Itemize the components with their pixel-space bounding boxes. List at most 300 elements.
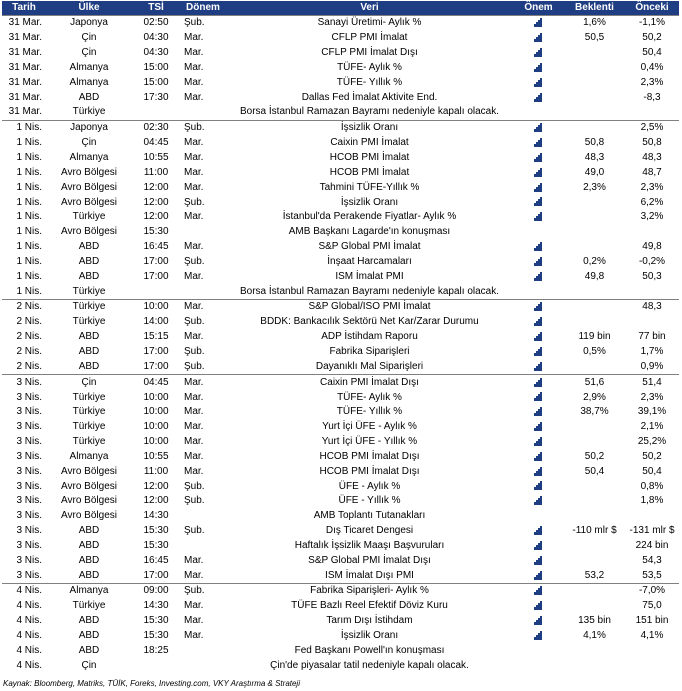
period-cell: Mar. [184, 436, 204, 448]
country-cell: ABD [78, 241, 100, 253]
country-cell: Avro Bölgesi [61, 181, 117, 193]
previous-cell: 48,3 [642, 152, 662, 164]
time-cell: 11:00 [143, 465, 169, 477]
signal-bars-icon [534, 317, 543, 326]
table-row [2, 568, 679, 583]
country-cell: Türkiye [72, 421, 106, 433]
indicator-cell: Fabrika Siparişleri [329, 345, 410, 357]
time-cell: 15:30 [143, 525, 169, 537]
time-cell: 04:45 [132, 375, 180, 390]
period-cell [180, 539, 226, 554]
previous-cell: 2,3% [640, 181, 664, 193]
time-cell: 15:30 [143, 630, 169, 642]
economic-calendar-table [2, 1, 679, 673]
period-cell: Şub. [184, 360, 205, 372]
expected-cell [564, 210, 625, 225]
date-cell: 3 Nis. [16, 450, 42, 462]
expected-cell: 50,5 [584, 32, 605, 44]
importance-cell [513, 120, 564, 135]
country-cell: ABD [78, 554, 100, 566]
indicator-cell: S&P Global PMI İmalat Dışı [308, 554, 431, 566]
date-cell: 3 Nis. [2, 375, 46, 390]
time-cell: 14:00 [143, 316, 169, 328]
importance-cell [513, 269, 564, 284]
time-cell: 02:30 [132, 120, 180, 135]
signal-bars-icon [534, 332, 543, 341]
importance-cell [513, 151, 564, 166]
time-cell: 12:00 [143, 495, 169, 507]
indicator-cell: TÜFE- Aylık % [337, 61, 402, 73]
table-row [2, 31, 679, 46]
signal-bars-icon [534, 496, 543, 505]
country-cell: ABD [78, 270, 100, 282]
time-cell: 15:30 [143, 226, 169, 238]
date-cell: 3 Nis. [16, 554, 42, 566]
signal-bars-icon [534, 33, 543, 42]
indicator-cell: TÜFE- Aylık % [337, 391, 402, 403]
previous-cell [625, 284, 679, 299]
country-cell: Almanya [69, 61, 109, 73]
previous-cell: 39,1% [637, 406, 667, 418]
table-row [2, 75, 679, 90]
time-cell [132, 105, 180, 120]
previous-cell: 0,9% [640, 360, 664, 372]
indicator-cell: Fabrika Siparişleri- Aylık % [226, 584, 513, 599]
date-cell: 1 Nis. [16, 196, 42, 208]
indicator-cell: İşsizlik Oranı [226, 120, 513, 135]
previous-cell: 54,3 [642, 554, 662, 566]
table-row [2, 629, 679, 644]
indicator-cell: BDDK: Bankacılık Sektörü Net Kar/Zarar Durumu [260, 316, 479, 328]
indicator-cell: TÜFE- Yıllık % [336, 406, 403, 418]
expected-cell: 38,7% [580, 406, 609, 418]
expected-cell: 50,8 [584, 137, 605, 149]
date-cell: 1 Nis. [16, 166, 42, 178]
table-row [2, 269, 679, 284]
expected-cell [564, 479, 625, 494]
period-cell: Şub. [184, 480, 205, 492]
importance-cell [513, 375, 564, 390]
previous-cell: 151 bin [635, 615, 669, 627]
indicator-cell: Dallas Fed İmalat Aktivite End. [301, 91, 438, 103]
date-cell: 2 Nis. [16, 316, 42, 328]
period-cell: Şub. [180, 584, 226, 599]
table-row [2, 225, 679, 240]
header-row [2, 1, 679, 16]
time-cell: 15:00 [143, 61, 169, 73]
expected-cell [564, 300, 625, 315]
previous-cell: 49,8 [642, 241, 662, 253]
country-cell: ABD [78, 360, 100, 372]
indicator-cell: Borsa İstanbul Ramazan Bayramı nedeniyle kapalı olacak. [239, 285, 500, 297]
country-cell: Avro Bölgesi [61, 196, 117, 208]
signal-bars-icon [534, 257, 543, 266]
previous-cell: 50,2 [642, 450, 662, 462]
importance-cell [513, 61, 564, 76]
country-cell: Türkiye [72, 436, 106, 448]
country-cell: ABD [78, 345, 100, 357]
expected-cell [564, 435, 625, 450]
expected-cell: 49,0 [584, 166, 605, 178]
date-cell: 1 Nis. [16, 181, 42, 193]
time-cell: 12:00 [143, 196, 169, 208]
time-cell: 10:00 [132, 300, 180, 315]
date-cell: 1 Nis. [16, 137, 42, 149]
period-cell: Mar. [184, 600, 204, 612]
country-cell: Çin [81, 137, 97, 149]
source-note: Kaynak: Bloomberg, Matriks, TÜİK, Foreks, Investing.com, VKY Araştırma & Strateji [3, 679, 300, 688]
time-cell: 15:15 [143, 331, 169, 343]
table-row [2, 658, 679, 673]
signal-bars-icon [534, 302, 543, 311]
header-importance: Önem [513, 1, 564, 16]
table-row [2, 46, 679, 61]
importance-cell [513, 359, 564, 374]
period-cell: Mar. [184, 391, 204, 403]
date-cell: 3 Nis. [16, 406, 42, 418]
table-row [2, 180, 679, 195]
header-previous: Önceki [625, 1, 679, 16]
previous-cell: 2,3% [640, 76, 664, 88]
indicator-cell: ISM İmalat PMI [335, 270, 404, 282]
importance-cell [513, 31, 564, 46]
period-cell: Mar. [184, 569, 204, 581]
previous-cell: 0,4% [640, 61, 664, 73]
period-cell: Şub. [184, 345, 205, 357]
period-cell: Şub. [180, 16, 226, 31]
indicator-cell: S&P Global/ISO PMI İmalat [226, 300, 513, 315]
time-cell: 17:00 [143, 569, 169, 581]
signal-bars-icon [534, 362, 543, 371]
period-cell: Mar. [184, 181, 204, 193]
signal-bars-icon [534, 467, 543, 476]
previous-cell [625, 643, 679, 658]
time-cell [132, 658, 180, 673]
expected-cell [564, 105, 625, 120]
expected-cell [564, 284, 625, 299]
period-cell: Mar. [184, 630, 204, 642]
signal-bars-icon [534, 197, 543, 206]
indicator-cell: HCOB PMI İmalat [329, 166, 410, 178]
date-cell: 31 Mar. [8, 47, 42, 59]
signal-bars-icon [534, 93, 543, 102]
date-cell: 1 Nis. [2, 120, 46, 135]
expected-cell [564, 359, 625, 374]
signal-bars-icon [534, 168, 543, 177]
table-row [2, 375, 679, 390]
table-row [2, 435, 679, 450]
date-cell: 1 Nis. [16, 270, 42, 282]
table-row [2, 584, 679, 599]
date-cell: 4 Nis. [16, 644, 42, 656]
country-cell: Japonya [46, 16, 132, 31]
signal-bars-icon [534, 526, 543, 535]
period-cell: Mar. [184, 554, 204, 566]
date-cell: 3 Nis. [16, 525, 42, 537]
indicator-cell: Caixin PMI İmalat [330, 137, 409, 149]
period-cell: Şub. [184, 196, 205, 208]
indicator-cell: S&P Global PMI İmalat [318, 241, 421, 253]
previous-cell: 224 bin [635, 539, 669, 551]
previous-cell: 2,1% [640, 421, 664, 433]
country-cell: Türkiye [72, 106, 106, 118]
time-cell: 09:00 [132, 584, 180, 599]
period-cell: Mar. [180, 375, 226, 390]
signal-bars-icon [534, 78, 543, 87]
date-cell: 4 Nis. [16, 600, 42, 612]
table-row [2, 643, 679, 658]
previous-cell: 1,8% [640, 495, 664, 507]
previous-cell: 50,4 [642, 47, 662, 59]
expected-cell: 0,5% [583, 345, 606, 357]
date-cell: 3 Nis. [16, 569, 42, 581]
time-cell: 16:45 [143, 554, 169, 566]
signal-bars-icon [534, 63, 543, 72]
expected-cell [564, 195, 625, 210]
previous-cell [625, 315, 679, 330]
indicator-cell: ADP İstihdam Raporu [321, 331, 418, 343]
table-row [2, 599, 679, 614]
table-row [2, 284, 679, 299]
period-cell [180, 643, 226, 658]
country-cell: Çin [81, 32, 97, 44]
country-cell: Çin [81, 659, 97, 671]
period-cell: Mar. [184, 91, 204, 103]
table-row [2, 449, 679, 464]
signal-bars-icon [534, 123, 543, 132]
country-cell: Çin [81, 47, 97, 59]
expected-cell: 4,1% [583, 630, 606, 642]
country-cell: Avro Bölgesi [61, 510, 117, 522]
importance-cell [513, 494, 564, 509]
previous-cell: 2,5% [625, 120, 679, 135]
importance-cell [513, 105, 564, 120]
importance-cell [513, 300, 564, 315]
table-body [2, 16, 679, 674]
table-row [2, 614, 679, 629]
indicator-cell: Çin'de piyasalar tatil nedeniyle kapalı olacak. [270, 659, 469, 671]
importance-cell [513, 524, 564, 539]
date-cell: 31 Mar. [8, 91, 42, 103]
table-row [2, 300, 679, 315]
date-cell: 2 Nis. [16, 345, 42, 357]
previous-cell [625, 225, 679, 240]
period-cell [180, 509, 226, 524]
indicator-cell: TÜFE Bazlı Reel Efektif Döviz Kuru [291, 600, 448, 612]
indicator-cell: Fed Başkanı Powell'ın konuşması [294, 644, 445, 656]
date-cell: 3 Nis. [16, 539, 42, 551]
signal-bars-icon [534, 556, 543, 565]
expected-cell [564, 315, 625, 330]
country-cell: Türkiye [72, 391, 106, 403]
previous-cell [625, 509, 679, 524]
expected-cell [564, 584, 625, 599]
signal-bars-icon [534, 18, 543, 27]
expected-cell [564, 643, 625, 658]
period-cell: Şub. [184, 255, 205, 267]
importance-cell [513, 643, 564, 658]
previous-cell: 50,3 [642, 270, 662, 282]
table-row [2, 479, 679, 494]
indicator-cell: İstanbul'da Perakende Fiyatlar- Aylık % [282, 211, 457, 223]
previous-cell: 3,2% [640, 211, 664, 223]
date-cell: 1 Nis. [16, 211, 42, 223]
time-cell: 18:25 [143, 644, 169, 656]
country-cell: ABD [78, 91, 100, 103]
previous-cell [625, 658, 679, 673]
signal-bars-icon [534, 183, 543, 192]
indicator-cell: ISM İmalat Dışı PMI [325, 569, 414, 581]
previous-cell: 50,8 [642, 137, 662, 149]
importance-cell [513, 509, 564, 524]
time-cell: 17:00 [143, 345, 169, 357]
table-row [2, 420, 679, 435]
indicator-cell: CFLP PMI İmalat [331, 32, 408, 44]
expected-cell: 2,3% [583, 181, 606, 193]
signal-bars-icon [534, 242, 543, 251]
period-cell: Mar. [184, 450, 204, 462]
signal-bars-icon [534, 541, 543, 550]
signal-bars-icon [534, 272, 543, 281]
indicator-cell: Dış Ticaret Dengesi [325, 525, 414, 537]
previous-cell: -131 mlr $ [629, 525, 675, 537]
indicator-cell: Yurt İçi ÜFE - Yıllık % [321, 436, 418, 448]
date-cell: 4 Nis. [16, 615, 42, 627]
table-row [2, 165, 679, 180]
importance-cell [513, 584, 564, 599]
table-row [2, 16, 679, 31]
importance-cell [513, 165, 564, 180]
time-cell: 11:00 [143, 166, 169, 178]
date-cell: 2 Nis. [16, 331, 42, 343]
country-cell: Avro Bölgesi [61, 495, 117, 507]
signal-bars-icon [534, 586, 543, 595]
previous-cell [625, 105, 679, 120]
table-row [2, 151, 679, 166]
time-cell: 17:00 [143, 360, 169, 372]
indicator-cell: Haftalık İşsizlik Maaşı Başvuruları [294, 539, 445, 551]
expected-cell [564, 599, 625, 614]
date-cell: 3 Nis. [16, 421, 42, 433]
table-row [2, 240, 679, 255]
date-cell: 3 Nis. [16, 391, 42, 403]
time-cell: 14:30 [143, 600, 169, 612]
indicator-cell: İnşaat Harcamaları [327, 255, 412, 267]
expected-cell [564, 494, 625, 509]
signal-bars-icon [534, 422, 543, 431]
period-cell [180, 284, 226, 299]
date-cell: 3 Nis. [16, 495, 42, 507]
period-cell: Mar. [184, 152, 204, 164]
country-cell: Türkiye [72, 211, 106, 223]
importance-cell [513, 449, 564, 464]
date-cell: 1 Nis. [16, 241, 42, 253]
country-cell: Avro Bölgesi [61, 226, 117, 238]
previous-cell: -7,0% [625, 584, 679, 599]
period-cell: Mar. [184, 615, 204, 627]
country-cell: ABD [78, 630, 100, 642]
previous-cell: -1,1% [625, 16, 679, 31]
previous-cell: -8,3 [643, 91, 661, 103]
time-cell: 14:30 [143, 510, 169, 522]
table-row [2, 553, 679, 568]
header-date: Tarih [2, 1, 46, 16]
previous-cell: 2,3% [640, 391, 664, 403]
signal-bars-icon [534, 347, 543, 356]
table-row [2, 464, 679, 479]
expected-cell: 51,6 [564, 375, 625, 390]
importance-cell [513, 614, 564, 629]
expected-cell: 0,2% [583, 255, 606, 267]
expected-cell [564, 90, 625, 105]
importance-cell [513, 240, 564, 255]
country-cell: Japonya [46, 120, 132, 135]
signal-bars-icon [534, 452, 543, 461]
previous-cell: 75,0 [642, 600, 662, 612]
time-cell: 04:45 [143, 137, 169, 149]
signal-bars-icon [534, 378, 543, 387]
period-cell: Mar. [184, 241, 204, 253]
header-tsi: TSİ [132, 1, 180, 16]
date-cell: 31 Mar. [8, 106, 42, 118]
indicator-cell: TÜFE- Yıllık % [336, 76, 403, 88]
table-row [2, 90, 679, 105]
signal-bars-icon [534, 212, 543, 221]
expected-cell [564, 61, 625, 76]
time-cell: 15:30 [143, 615, 169, 627]
previous-cell: 51,4 [625, 375, 679, 390]
indicator-cell: HCOB PMI İmalat [329, 152, 410, 164]
country-cell: ABD [78, 644, 100, 656]
importance-cell [513, 435, 564, 450]
period-cell: Şub. [184, 525, 205, 537]
previous-cell: 0,8% [640, 480, 664, 492]
date-cell: 31 Mar. [2, 16, 46, 31]
time-cell: 17:00 [143, 255, 169, 267]
expected-cell: 135 bin [578, 615, 611, 627]
importance-cell [513, 599, 564, 614]
importance-cell [513, 180, 564, 195]
signal-bars-icon [534, 571, 543, 580]
date-cell: 4 Nis. [2, 584, 46, 599]
expected-cell: -110 mlr $ [572, 525, 617, 537]
importance-cell [513, 658, 564, 673]
expected-cell: 1,6% [564, 16, 625, 31]
expected-cell: 2,9% [583, 391, 606, 403]
expected-cell: 48,3 [584, 152, 605, 164]
header-period: Dönem [180, 1, 226, 16]
time-cell: 10:00 [143, 421, 169, 433]
importance-cell [513, 284, 564, 299]
indicator-cell: Caixin PMI İmalat Dışı [226, 375, 513, 390]
country-cell: Türkiye [72, 600, 106, 612]
expected-cell [564, 420, 625, 435]
time-cell: 17:30 [143, 91, 169, 103]
indicator-cell: İşsizlik Oranı [340, 196, 399, 208]
indicator-cell: Yurt İçi ÜFE - Aylık % [322, 421, 417, 433]
importance-cell [513, 16, 564, 31]
table-row [2, 359, 679, 374]
period-cell: Mar. [180, 300, 226, 315]
country-cell: ABD [78, 525, 100, 537]
indicator-cell: Borsa İstanbul Ramazan Bayramı nedeniyle kapalı olacak. [239, 106, 500, 118]
indicator-cell: ÜFE - Yıllık % [338, 495, 401, 507]
date-cell: 1 Nis. [16, 255, 42, 267]
expected-cell: 49,8 [584, 270, 605, 282]
importance-cell [513, 255, 564, 270]
country-cell: Almanya [69, 450, 109, 462]
indicator-cell: HCOB PMI İmalat Dışı [319, 465, 420, 477]
